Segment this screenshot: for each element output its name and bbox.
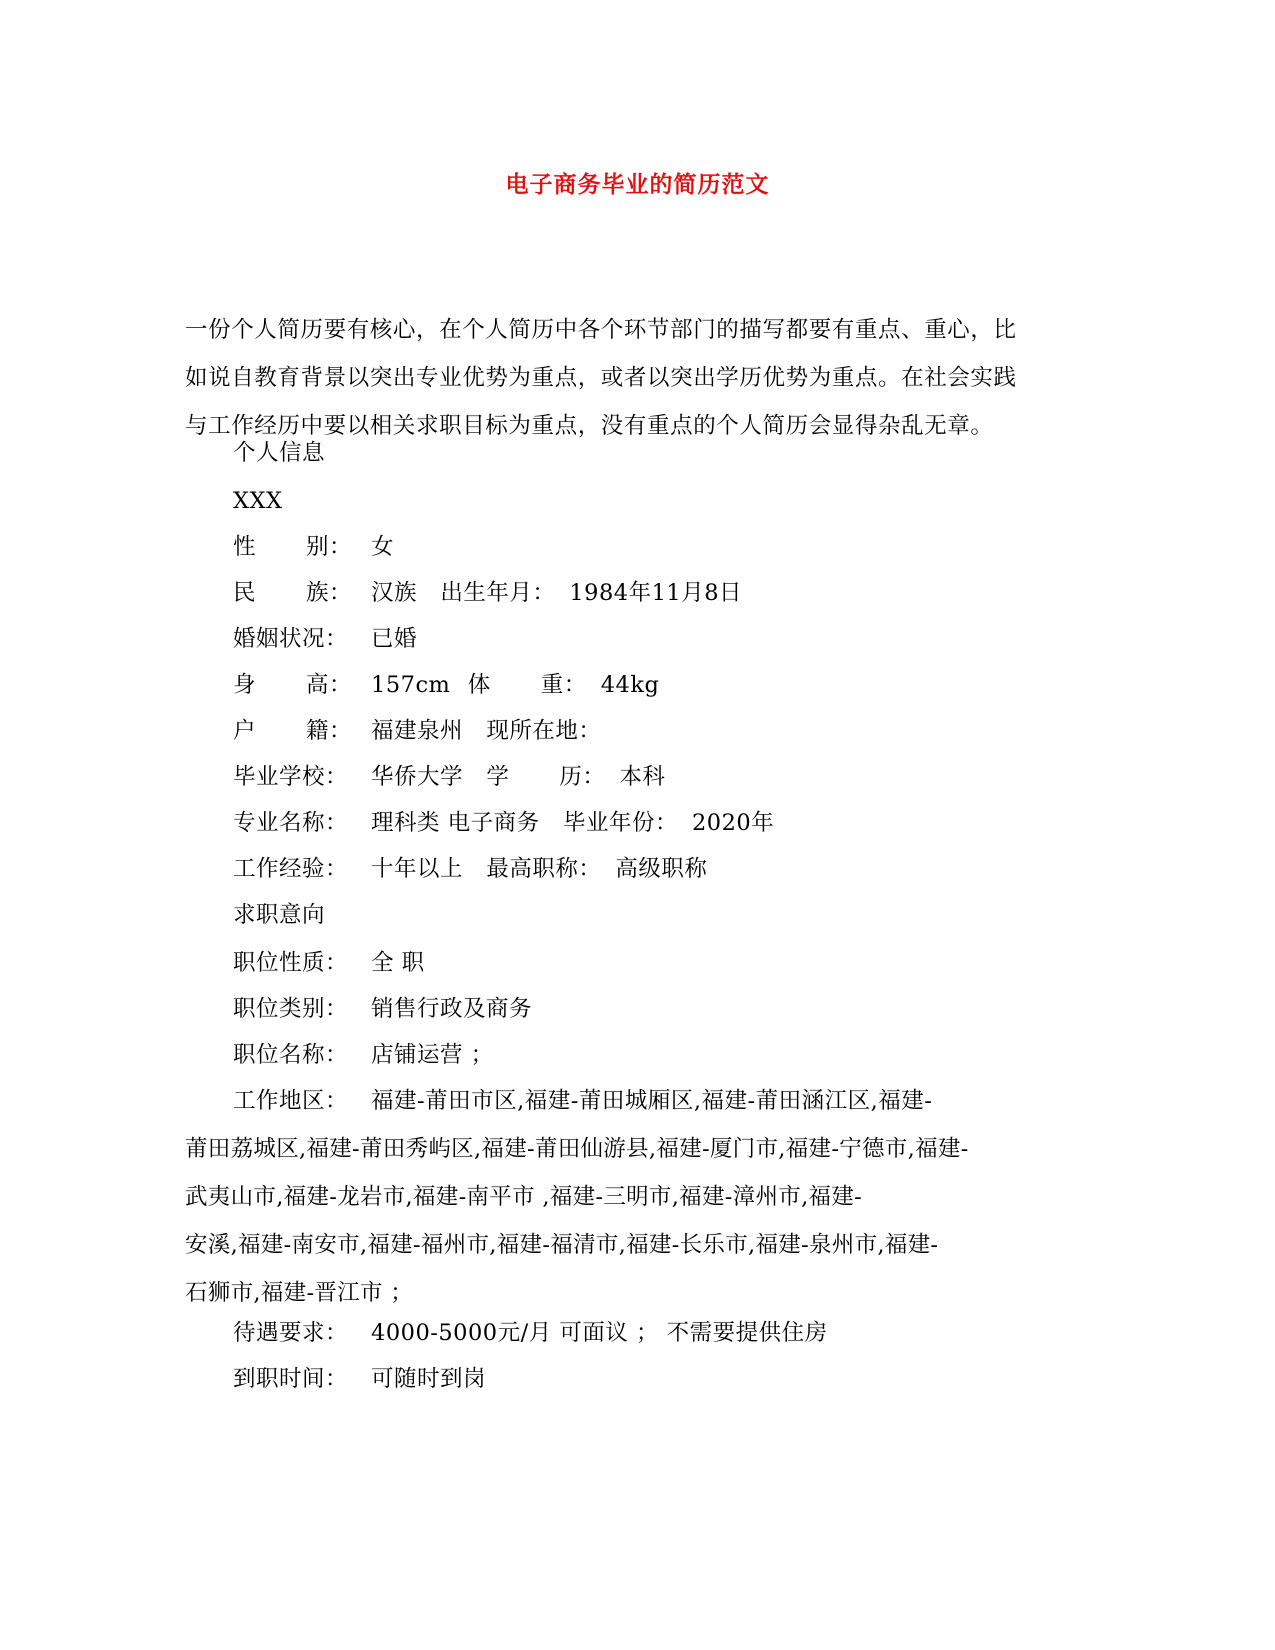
hukou-row: [233, 716, 601, 746]
degree-value: 本科: [619, 764, 666, 790]
grad-year-label: 毕业年份：: [562, 810, 678, 836]
marital-row: [233, 624, 417, 654]
marital-label: 婚姻状况：: [233, 626, 349, 652]
birth-value: 1984年11月8日: [569, 580, 743, 606]
ethnic-value: 汉族: [371, 580, 418, 606]
ethnic-row: [233, 578, 742, 608]
work-area-label: 工作地区：: [233, 1088, 349, 1114]
start-date-row: [233, 1364, 486, 1394]
weight-value: 44kg: [600, 672, 660, 698]
gender-label: 性 别：: [233, 534, 353, 560]
section-intent-heading: 求职意向: [233, 902, 326, 928]
job-name-label: 职位名称：: [233, 1042, 349, 1068]
work-area-row: [233, 1086, 932, 1116]
job-category-label: 职位类别：: [233, 996, 349, 1022]
intro-line: 一份个人简历要有核心，在个人简历中各个环节部门的描写都要有重点、重心，比: [185, 317, 1017, 343]
work-area-line: 安溪,福建-南安市,福建-福州市,福建-福清市,福建-长乐市,福建-泉州市,福建-: [185, 1232, 939, 1258]
salary-value: 4000-5000元/月 可面议 ； 不需要提供住房: [371, 1320, 828, 1346]
start-date-label: 到职时间：: [233, 1366, 349, 1392]
grad-year-value: 2020年: [691, 810, 775, 836]
height-weight-row: [233, 670, 659, 700]
intro-paragraph: [185, 306, 1095, 450]
height-label: 身 高：: [233, 672, 353, 698]
section-personal-heading: 个人信息: [233, 440, 326, 466]
work-area-line: 莆田荔城区,福建-莆田秀屿区,福建-莆田仙游县,福建-厦门市,福建-宁德市,福建-: [185, 1136, 969, 1162]
intro-line: 如说自教育背景以突出专业优势为重点，或者以突出学历优势为重点。在社会实践: [185, 365, 1017, 391]
marital-value: 已婚: [371, 626, 418, 652]
hukou-label: 户 籍：: [233, 718, 353, 744]
salary-label: 待遇要求：: [233, 1320, 349, 1346]
name-value: XXX: [233, 488, 283, 514]
school-row: [233, 762, 665, 792]
major-value: 理科类 电子商务: [371, 810, 540, 836]
job-name-value: 店铺运营 ；: [371, 1042, 494, 1068]
weight-label: 体 重：: [467, 672, 587, 698]
title-rank-value: 高级职称: [615, 856, 708, 882]
job-name-row: [233, 1040, 494, 1070]
location-label: 现所在地：: [486, 718, 602, 744]
title-rank-label: 最高职称：: [486, 856, 602, 882]
gender-value: 女: [371, 534, 395, 560]
hukou-value: 福建泉州: [371, 718, 464, 744]
school-label: 毕业学校：: [233, 764, 349, 790]
job-category-value: 销售行政及商务: [371, 996, 533, 1022]
work-area-value: 福建-莆田市区,福建-莆田城厢区,福建-莆田涵江区,福建-: [371, 1088, 933, 1114]
salary-row: [233, 1318, 828, 1348]
gender-row: [233, 532, 394, 562]
experience-value: 十年以上: [371, 856, 464, 882]
job-nature-label: 职位性质：: [233, 950, 349, 976]
experience-row: [233, 854, 707, 884]
ethnic-label: 民 族：: [233, 580, 353, 606]
school-value: 华侨大学: [371, 764, 464, 790]
start-date-value: 可随时到岗: [371, 1366, 487, 1392]
job-nature-value: 全 职: [371, 950, 425, 976]
work-area-line: 石狮市,福建-晋江市 ；: [185, 1280, 414, 1306]
birth-label: 出生年月：: [440, 580, 556, 606]
experience-label: 工作经验：: [233, 856, 349, 882]
height-value: 157cm: [371, 672, 451, 698]
major-row: [233, 808, 774, 838]
work-area-continuation: [185, 1125, 1095, 1317]
document-title: 电子商务毕业的简历范文: [505, 171, 770, 198]
job-category-row: [233, 994, 532, 1024]
work-area-line: 武夷山市,福建-龙岩市,福建-南平市 ,福建-三明市,福建-漳州市,福建-: [185, 1184, 863, 1210]
degree-label: 学 历：: [486, 764, 606, 790]
job-nature-row: [233, 948, 425, 978]
intro-line: 与工作经历中要以相关求职目标为重点，没有重点的个人简历会显得杂乱无章。: [185, 413, 994, 439]
major-label: 专业名称：: [233, 810, 349, 836]
